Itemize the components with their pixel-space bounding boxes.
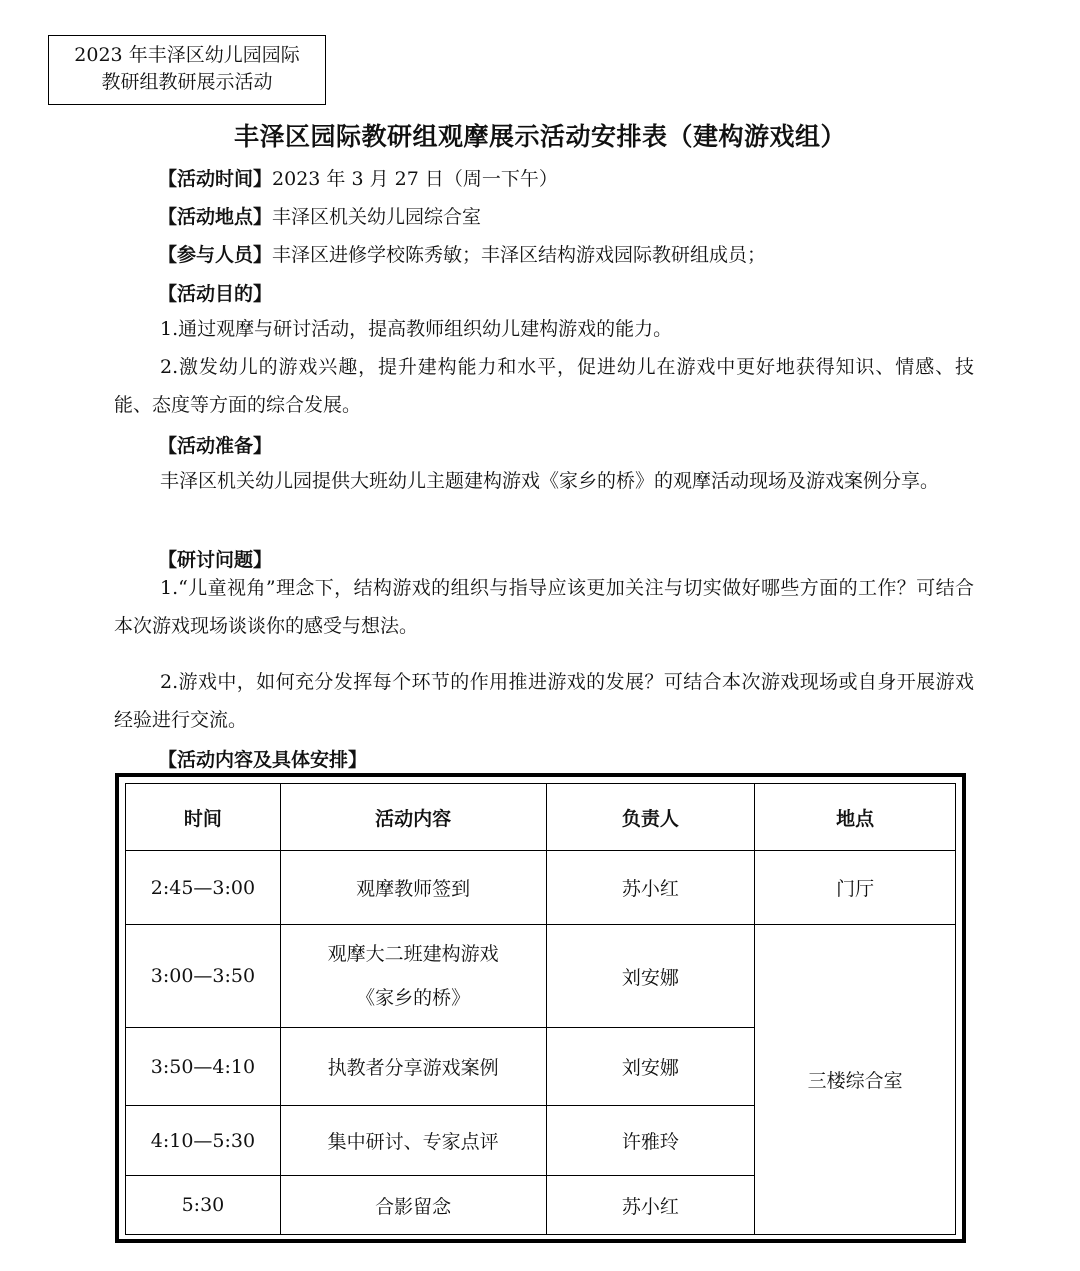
header-content: 活动内容	[280, 784, 546, 851]
question-2: 2.游戏中，如何充分发挥每个环节的作用推进游戏的发展？可结合本次游戏现场或自身开展游戏经验进行交流。	[114, 671, 974, 731]
participants-label: 【参与人员】	[158, 244, 273, 266]
header-place: 地点	[755, 784, 956, 851]
row-content	[280, 925, 546, 1028]
participants-value: 丰泽区进修学校陈秀敏；丰泽区结构游戏园际教研组成员；	[272, 244, 767, 266]
row-person: 刘安娜	[546, 925, 755, 1028]
document-title: 丰泽区园际教研组观摩展示活动安排表（建构游戏组）	[233, 122, 846, 151]
header-line-1: 2023 年丰泽区幼儿园园际	[74, 44, 300, 66]
activity-place-label: 【活动地点】	[158, 206, 273, 228]
activity-time	[158, 164, 558, 191]
schedule-heading: 【活动内容及具体安排】	[158, 749, 368, 771]
header-person: 负责人	[546, 784, 755, 851]
schedule-table	[125, 783, 956, 1235]
activity-participants	[158, 240, 766, 267]
row-content: 合影留念	[280, 1176, 546, 1235]
row-time: 4:10—5:30	[126, 1106, 281, 1176]
row-time: 5:30	[126, 1176, 281, 1235]
purpose-item-1: 1.通过观摩与研讨活动，提高教师组织幼儿建构游戏的能力。	[160, 318, 673, 340]
activity-place	[158, 202, 481, 229]
row-content: 观摩教师签到	[280, 851, 546, 925]
row-person: 许雅玲	[546, 1106, 755, 1176]
row-content-line-1: 观摩大二班建构游戏	[327, 943, 499, 965]
row-content: 集中研讨、专家点评	[280, 1106, 546, 1176]
row-time: 2:45—3:00	[126, 851, 281, 925]
header-stamp-box	[48, 35, 326, 105]
question-1: 1.“儿童视角”理念下，结构游戏的组织与指导应该更加关注与切实做好哪些方面的工作？可结合本次游戏现场谈谈你的感受与想法。	[114, 577, 974, 637]
questions-heading: 【研讨问题】	[158, 549, 273, 571]
row-content: 执教者分享游戏案例	[280, 1028, 546, 1106]
row-person: 苏小红	[546, 851, 755, 925]
table-row	[126, 925, 956, 1028]
row-time: 3:50—4:10	[126, 1028, 281, 1106]
activity-time-label: 【活动时间】	[158, 168, 273, 190]
preparation-heading: 【活动准备】	[158, 435, 273, 457]
activity-place-value: 丰泽区机关幼儿园综合室	[272, 206, 482, 228]
header-time: 时间	[126, 784, 281, 851]
row-person: 苏小红	[546, 1176, 755, 1235]
activity-time-value: 2023 年 3 月 27 日（周一下午）	[272, 168, 558, 190]
schedule-table-frame	[115, 773, 966, 1243]
header-line-2: 教研组教研展示活动	[101, 71, 273, 93]
row-place: 门厅	[755, 851, 956, 925]
row-place-merged: 三楼综合室	[755, 925, 956, 1235]
row-time: 3:00—3:50	[126, 925, 281, 1028]
purpose-heading: 【活动目的】	[158, 283, 273, 305]
row-content-line-2: 《家乡的桥》	[356, 987, 471, 1009]
table-header-row	[126, 784, 956, 851]
table-row	[126, 851, 956, 925]
purpose-item-2: 2.激发幼儿的游戏兴趣，提升建构能力和水平，促进幼儿在游戏中更好地获得知识、情感、技能、态度等方面的综合发展。	[114, 356, 974, 416]
row-person: 刘安娜	[546, 1028, 755, 1106]
preparation-text: 丰泽区机关幼儿园提供大班幼儿主题建构游戏《家乡的桥》的观摩活动现场及游戏案例分享。	[160, 470, 940, 492]
